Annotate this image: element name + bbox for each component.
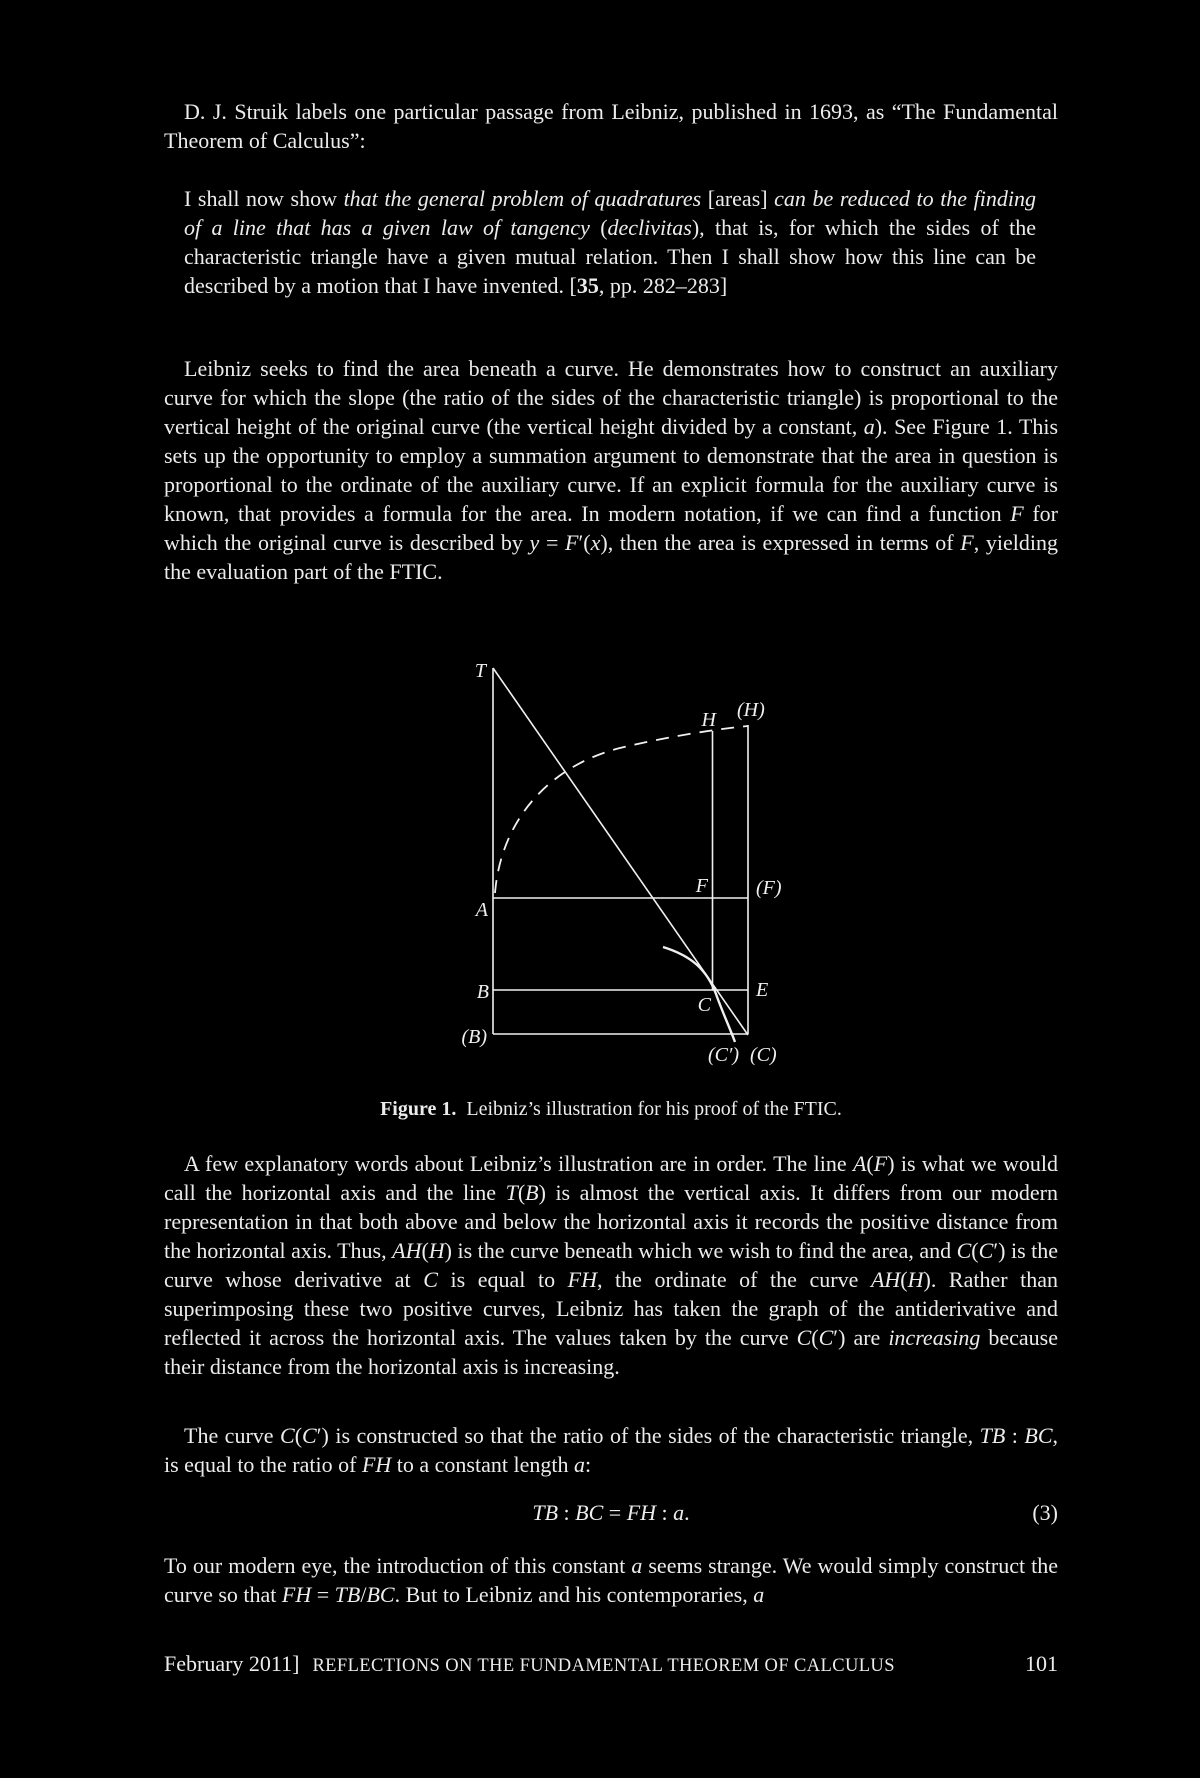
figure-label-H-paren: (H) — [737, 699, 765, 721]
footer-page-number: 101 — [1025, 1651, 1058, 1676]
figure-caption: Figure 1. Leibniz’s illustration for his proof of the FTIC. — [380, 1098, 842, 1120]
figure-label-C-paren: (C) — [750, 1044, 777, 1066]
figure-label-C-prime-paren: (C′) — [708, 1044, 740, 1066]
curve-construction-paragraph: The curve C(C′) is constructed so that the ratio of the sides of the characteristic triangle, TB : BC, is equal to the ratio of FH to a constant length a: — [164, 1423, 1059, 1477]
figure-label-T: T — [474, 660, 486, 682]
figure-1-diagram — [430, 640, 810, 1085]
figure-label-B: B — [476, 981, 489, 1003]
equation-3 — [164, 1498, 1058, 1527]
equation-formula: TB : BC = FH : a. — [532, 1500, 690, 1525]
footer-issue-date: February 2011] — [164, 1651, 300, 1676]
block-quote: I shall now show that the general problem of quadratures [areas] can be reduced to the finding of a line that has a given law of tangency (declivitas), that is, for which the sides of the characteristic triangle have a given mutual relation. Then I shall show how this line can be described by a motion that I have invented. [35, pp. 282–283] — [184, 186, 1036, 298]
figure-label-C: C — [697, 994, 711, 1016]
equation-number: (3) — [1032, 1500, 1058, 1525]
intro-paragraph: D. J. Struik labels one particular passage from Leibniz, published in 1693, as “The Fundamental Theorem of Calculus”: — [164, 99, 1058, 153]
explanation-paragraph: A few explanatory words about Leibniz’s illustration are in order. The line A(F) is what we would call the horizontal axis and the line T(B) is almost the vertical axis. It differs from our modern representation in that both above and below the horizontal axis it records the positive distance from the horizontal axis. Thus, AH(H) is the curve beneath which we wish to find the area, and C(C′) is the curve whose derivative at C is equal to FH, the ordinate of the curve AH(H). Rather than superimposing these two positive curves, Leibniz has taken the graph of the antiderivative and reflected it across the horizontal axis. The values taken by the curve C(C′) are increasing because their distance from the horizontal axis is increasing. — [164, 1151, 1059, 1379]
page-footer — [164, 1649, 1058, 1681]
figure-label-H: H — [701, 709, 716, 731]
figure-dashed-curve-AHH — [495, 726, 748, 893]
figure-label-E: E — [756, 979, 769, 1001]
figure-label-B-paren: (B) — [461, 1026, 487, 1048]
footer-running-title: REFLECTIONS ON THE FUNDAMENTAL THEOREM OF CALCULUS — [312, 1656, 895, 1676]
leibniz-paragraph: Leibniz seeks to find the area beneath a curve. He demonstrates how to construct an auxiliary curve for which the slope (the ratio of the sides of the characteristic triangle) is proportional to the vertical height of the original curve (the vertical height divided by a constant, a). See Figure 1. This sets up the opportunity to employ a summation argument to demonstrate that the area in question is proportional to the ordinate of the auxiliary curve. If an explicit formula for the auxiliary curve is known, that provides a formula for the area. In modern notation, if we can find a function F for which the original curve is described by y = F′(x), then the area is expressed in terms of F, yielding the evaluation part of the FTIC. — [164, 356, 1059, 584]
figure-label-A: A — [475, 899, 488, 921]
figure-label-F-paren: (F) — [756, 877, 782, 899]
figure-label-F: F — [695, 875, 708, 897]
modern-eye-paragraph: To our modern eye, the introduction of this constant a seems strange. We would simply construct the curve so that FH = TB/BC. But to Leibniz and his contemporaries, a — [164, 1553, 1058, 1607]
